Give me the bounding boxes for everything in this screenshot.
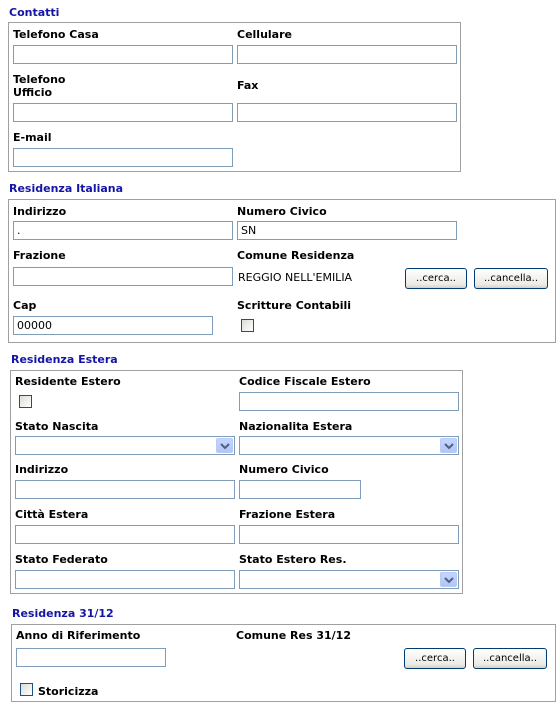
label-cap: Cap [13, 299, 37, 312]
stato-federato-input[interactable] [15, 570, 235, 589]
cerca-button-3112[interactable]: ..cerca.. [404, 648, 466, 669]
numero-civico-estero-input[interactable] [239, 480, 361, 499]
label-stato-federato: Stato Federato [15, 553, 108, 566]
label-codice-fiscale-estero: Codice Fiscale Estero [239, 375, 371, 388]
label-residente-estero: Residente Estero [15, 375, 121, 388]
codice-fiscale-estero-input[interactable] [239, 392, 459, 411]
label-fax: Fax [237, 79, 259, 92]
numero-civico-input[interactable] [237, 221, 457, 240]
label-stato-nascita: Stato Nascita [15, 420, 99, 433]
label-telefono-ufficio-1: Telefono [13, 73, 66, 86]
label-frazione: Frazione [13, 249, 66, 262]
fax-input[interactable] [237, 103, 457, 122]
storicizza-checkbox[interactable] [20, 683, 33, 696]
residente-estero-checkbox[interactable] [19, 395, 32, 408]
cerca-button[interactable]: ..cerca.. [405, 268, 467, 289]
label-numero-civico: Numero Civico [237, 205, 327, 218]
cancella-button-3112[interactable]: ..cancella.. [473, 648, 547, 669]
section-title-residenza-estera: Residenza Estera [11, 353, 118, 366]
label-storicizza: Storicizza [38, 685, 99, 698]
nazionalita-estera-select[interactable] [239, 436, 459, 455]
telefono-ufficio-input[interactable] [13, 103, 233, 122]
label-telefono-casa: Telefono Casa [13, 28, 99, 41]
label-frazione-estera: Frazione Estera [239, 508, 336, 521]
stato-estero-res-select[interactable] [239, 570, 459, 589]
scritture-contabili-checkbox[interactable] [241, 319, 254, 332]
frazione-estera-input[interactable] [239, 525, 459, 544]
dropdown-button[interactable] [440, 572, 457, 587]
dropdown-button[interactable] [440, 438, 457, 453]
indirizzo-estero-input[interactable] [15, 480, 235, 499]
comune-residenza-value: REGGIO NELL'EMILIA [238, 271, 353, 284]
section-title-residenza-italiana: Residenza Italiana [9, 182, 124, 195]
label-nazionalita-estera: Nazionalita Estera [239, 420, 353, 433]
telefono-casa-input[interactable] [13, 45, 233, 64]
chevron-down-icon [444, 576, 454, 584]
label-stato-estero-res: Stato Estero Res. [239, 553, 347, 566]
anno-riferimento-input[interactable] [16, 648, 166, 667]
label-comune-res-3112: Comune Res 31/12 [236, 629, 351, 642]
dropdown-button[interactable] [216, 438, 233, 453]
chevron-down-icon [444, 442, 454, 450]
section-title-residenza-3112: Residenza 31/12 [12, 607, 114, 620]
citta-estera-input[interactable] [15, 525, 235, 544]
label-comune-residenza: Comune Residenza [237, 249, 355, 262]
label-indirizzo: Indirizzo [13, 205, 67, 218]
stato-nascita-select[interactable] [15, 436, 235, 455]
cap-input[interactable] [13, 316, 213, 335]
indirizzo-input[interactable] [13, 221, 233, 240]
label-scritture-contabili: Scritture Contabili [237, 299, 352, 312]
label-anno-riferimento: Anno di Riferimento [16, 629, 141, 642]
frazione-input[interactable] [13, 267, 233, 286]
email-input[interactable] [13, 148, 233, 167]
cellulare-input[interactable] [237, 45, 457, 64]
label-telefono-ufficio-2: Ufficio [13, 86, 53, 99]
chevron-down-icon [220, 442, 230, 450]
label-email: E-mail [13, 131, 52, 144]
label-citta-estera: Città Estera [15, 508, 89, 521]
section-title-contatti: Contatti [9, 6, 60, 19]
label-numero-civico-estero: Numero Civico [239, 463, 329, 476]
label-cellulare: Cellulare [237, 28, 292, 41]
cancella-button[interactable]: ..cancella.. [474, 268, 548, 289]
label-indirizzo-estero: Indirizzo [15, 463, 69, 476]
